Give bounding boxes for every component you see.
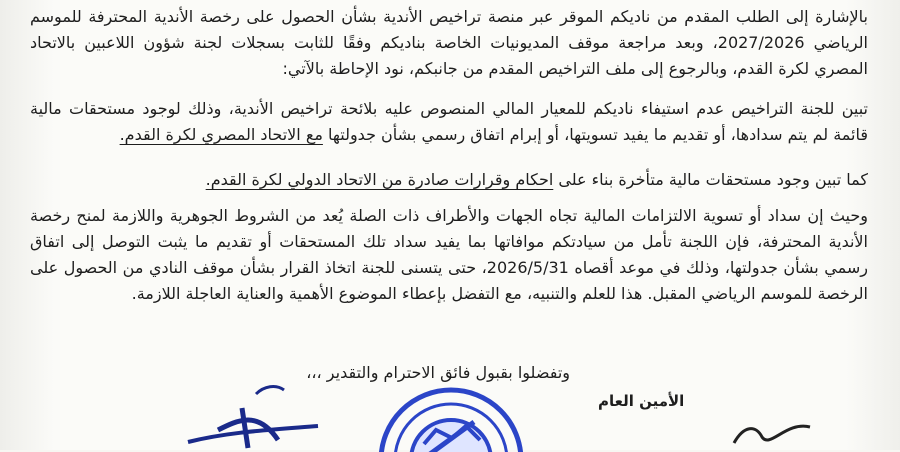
official-seal (376, 382, 526, 452)
request-paragraph: وحيث إن سداد أو تسوية الالتزامات المالية تجاه الجهات والأطراف ذات الصلة يُعد من الشروط الجوهرية واللازمة لمنح رخصة الأندية المحترفة، فإن اللجنة تأمل من سيادتكم موافاتها بما يفيد سداد تلك المستحقات أو تقديم ما يثبت التوصل إلى اتفاق رسمي بشأن جدولتها، وذلك في موعد أقصاه 2026/5/31، حتى يتسنى للجنة اتخاذ القرار بشأن موقف النادي من الحصول على الرخصة للموسم الرياضي المقبل. هذا للعلم والتنبيه، مع التفضل بإعطاء الموضوع الأهمية والعناية العاجلة اللازمة. (30, 206, 868, 303)
closing-line: وتفضلوا بقبول فائق الاحترام والتقدير ،،، (306, 363, 570, 382)
signatory-title: الأمين العام (598, 392, 685, 410)
fifa-paragraph (30, 167, 868, 193)
fifa-text: كما تبين وجود مستحقات مالية متأخرة بناء على (553, 170, 868, 189)
second-signature-mark (726, 415, 816, 450)
intro-paragraph: بالإشارة إلى الطلب المقدم من ناديكم الموقر عبر منصة تراخيص الأندية بشأن الحصول على رخصة الأندية المحترفة للموسم الرياضي 2027/2026، وبعد مراجعة موقف المديونيات الخاصة بناديكم وفقًا للثابت بسجلات لجنة شؤون اللاعبين بالاتحاد المصري لكرة القدم، وبالرجوع إلى ملف التراخيص المقدم من جانبكم، نود الإحاطة بالآتي: (30, 7, 869, 78)
finding-text: تبين للجنة التراخيص عدم استيفاء ناديكم للمعيار المالي المنصوص عليه بلائحة تراخيص الأندية، وذلك لوجود مستحقات مالية قائمة لم يتم سدادها، أو تقديم ما يفيد تسويتها، أو إبرام اتفاق رسمي بشأن جدولتها (30, 99, 868, 144)
signature-mark (168, 380, 328, 450)
fifa-underlined-text: احكام وقرارات صادرة من الاتحاد الدولي لكرة القدم. (205, 170, 554, 189)
finding-paragraph (30, 96, 868, 148)
finding-underlined-text: مع الاتحاد المصري لكرة القدم. (119, 125, 323, 144)
